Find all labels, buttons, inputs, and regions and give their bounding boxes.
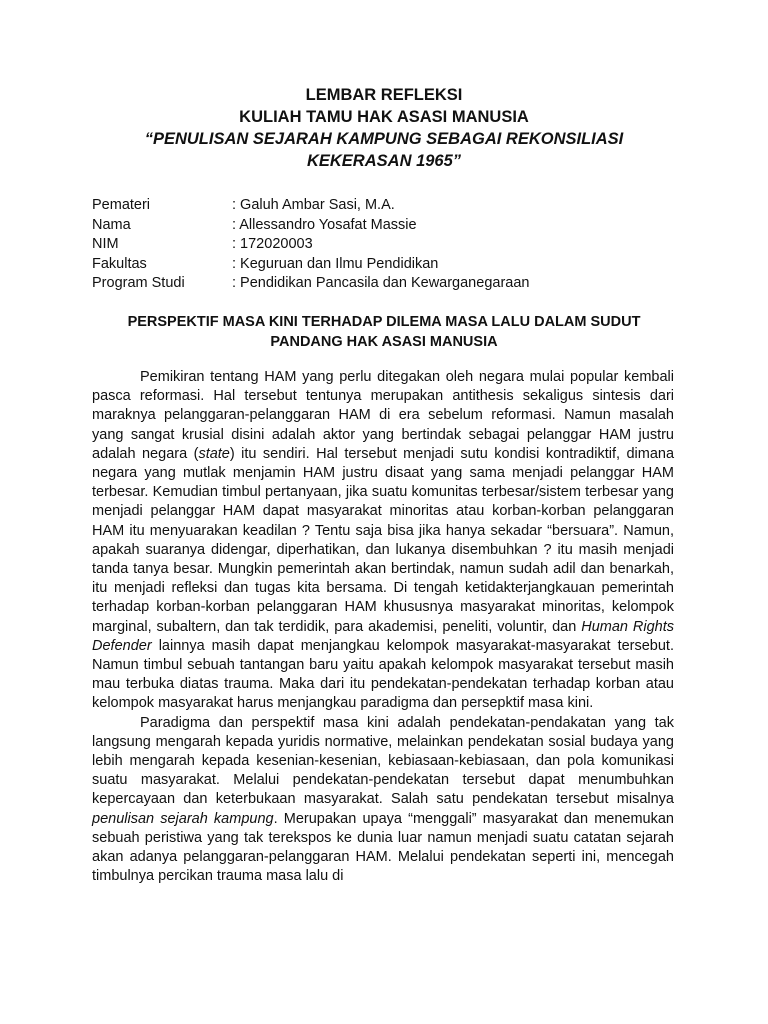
meta-label: NIM <box>92 236 119 252</box>
meta-row-name <box>92 216 529 236</box>
meta-label: Nama <box>92 216 131 233</box>
meta-label: Pemateri <box>92 197 151 213</box>
body-text <box>92 368 674 886</box>
meta-value: : Galuh Ambar Sasi, M.A. <box>232 197 395 213</box>
italic-term-village-history: penulisan sejarah kampung <box>92 810 274 827</box>
section-heading-line: PANDANG HAK ASASI MANUSIA <box>270 334 498 350</box>
identity-block <box>92 196 529 294</box>
meta-row-faculty <box>92 255 529 275</box>
meta-row-student-id <box>92 235 529 255</box>
title-line-guest-lecture: KULIAH TAMU HAK ASASI MANUSIA <box>239 108 529 126</box>
title-line-topic: “PENULISAN SEJARAH KAMPUNG SEBAGAI REKONSILIASI <box>144 130 624 148</box>
meta-label: Fakultas <box>92 255 147 272</box>
paragraph-text: lainnya masih dapat menjangkau kelompok masyarakat-masyarakat tersebut. Namun timbul sebuah tantangan baru yaitu apakah kelompok masyarakat tersebut masih mau terbuka diatas trauma. Maka dari itu pendekatan-pendekatan terhadap korban atau kelompok masyarakat harus menjangkau paradigma dan persepktif masa kini. <box>92 637 674 712</box>
meta-value: : Allessandro Yosafat Massie <box>232 216 417 233</box>
meta-value: : Pendidikan Pancasila dan Kewarganegaraan <box>232 275 530 291</box>
section-heading-line: PERSPEKTIF MASA KINI TERHADAP DILEMA MASA LALU DALAM SUDUT <box>127 314 641 330</box>
meta-value: : 172020003 <box>232 236 313 252</box>
paragraph-1 <box>92 368 674 714</box>
document-title <box>80 84 688 172</box>
paragraph-text: ) itu sendiri. Hal tersebut menjadi sutu kondisi kontradiktif, dimana negara yang mutlak menjamin HAM justru disaat yang sama menjadi pelanggar HAM terbesar. Kemudian timbul pertanyaan, jika suatu komunitas terbesar/sistem terbesar yang menjadi pelanggar HAM dapat masyarakat minoritas atau korban-korban pelanggaran HAM itu menyuarakan keadilan ? Tentu saja bisa jika hanya sekadar “bersuara”. Namun, apakah suaranya didengar, diperhatikan, dan lukanya disembuhkan ? itu masih menjadi tanda tanya besar. Mungkin pemerintah akan bertindak, namun sudah adil dan benarkah, itu menjadi refleksi dan tugas kita bersama. Di tengah ketidakterjangkauan pemerintah terhadap korban-korban pelanggaran HAM khususnya masyarakat minoritas, kelompok marginal, subaltern, dan tak terdidik, para akademisi, peneliti, voluntir, dan <box>92 445 675 635</box>
italic-term-human-rights-defender: Human Rights Defender <box>92 618 674 654</box>
meta-row-study-program <box>92 274 529 294</box>
section-heading <box>84 312 684 352</box>
paragraph-text: . Merupakan upaya “menggali” masyarakat dan menemukan sebuah peristiwa yang tak terekspos ke dunia luar namun menjadi suatu catatan sejarah akan adanya pelanggaran-pelanggaran HAM. Melalui pendekatan seperti ini, mencegah timbulnya percikan trauma masa lalu di <box>92 810 674 885</box>
meta-value: : Keguruan dan Ilmu Pendidikan <box>232 255 439 272</box>
meta-label: Program Studi <box>92 275 185 291</box>
italic-term-state: state <box>198 445 230 462</box>
title-line-reflection-sheet: LEMBAR REFLEKSI <box>305 86 463 104</box>
paragraph-2 <box>92 714 674 887</box>
paragraph-text: Paradigma dan perspektif masa kini adalah pendekatan-pendakatan yang tak langsung mengarah kepada yuridis normative, melainkan pendekatan sosial budaya yang lebih mengarah kepada kesenian-kesenian, kebiasaan-kebiasaan, dan pola komunikasi suatu masyarakat. Melalui pendekatan-pendekatan tersebut dapat menumbuhkan kepercayaan dan keterbukaan masyarakat. Salah satu pendekatan tersebut misalnya <box>92 714 674 808</box>
title-line-topic-cont: KEKERASAN 1965” <box>306 152 462 170</box>
paragraph-text: Pemikiran tentang HAM yang perlu ditegakan oleh negara mulai popular kembali pasca reformasi. Hal tersebut tentunya merupakan antithesis sekaligus sintesis dari maraknya pelanggaran-pelanggaran HAM di era sebelum reformasi. Namun masalah yang sangat krusial disini adalah aktor yang bertindak sebagai pelanggar HAM justru adalah negara ( <box>92 369 674 462</box>
meta-row-speaker <box>92 196 529 216</box>
